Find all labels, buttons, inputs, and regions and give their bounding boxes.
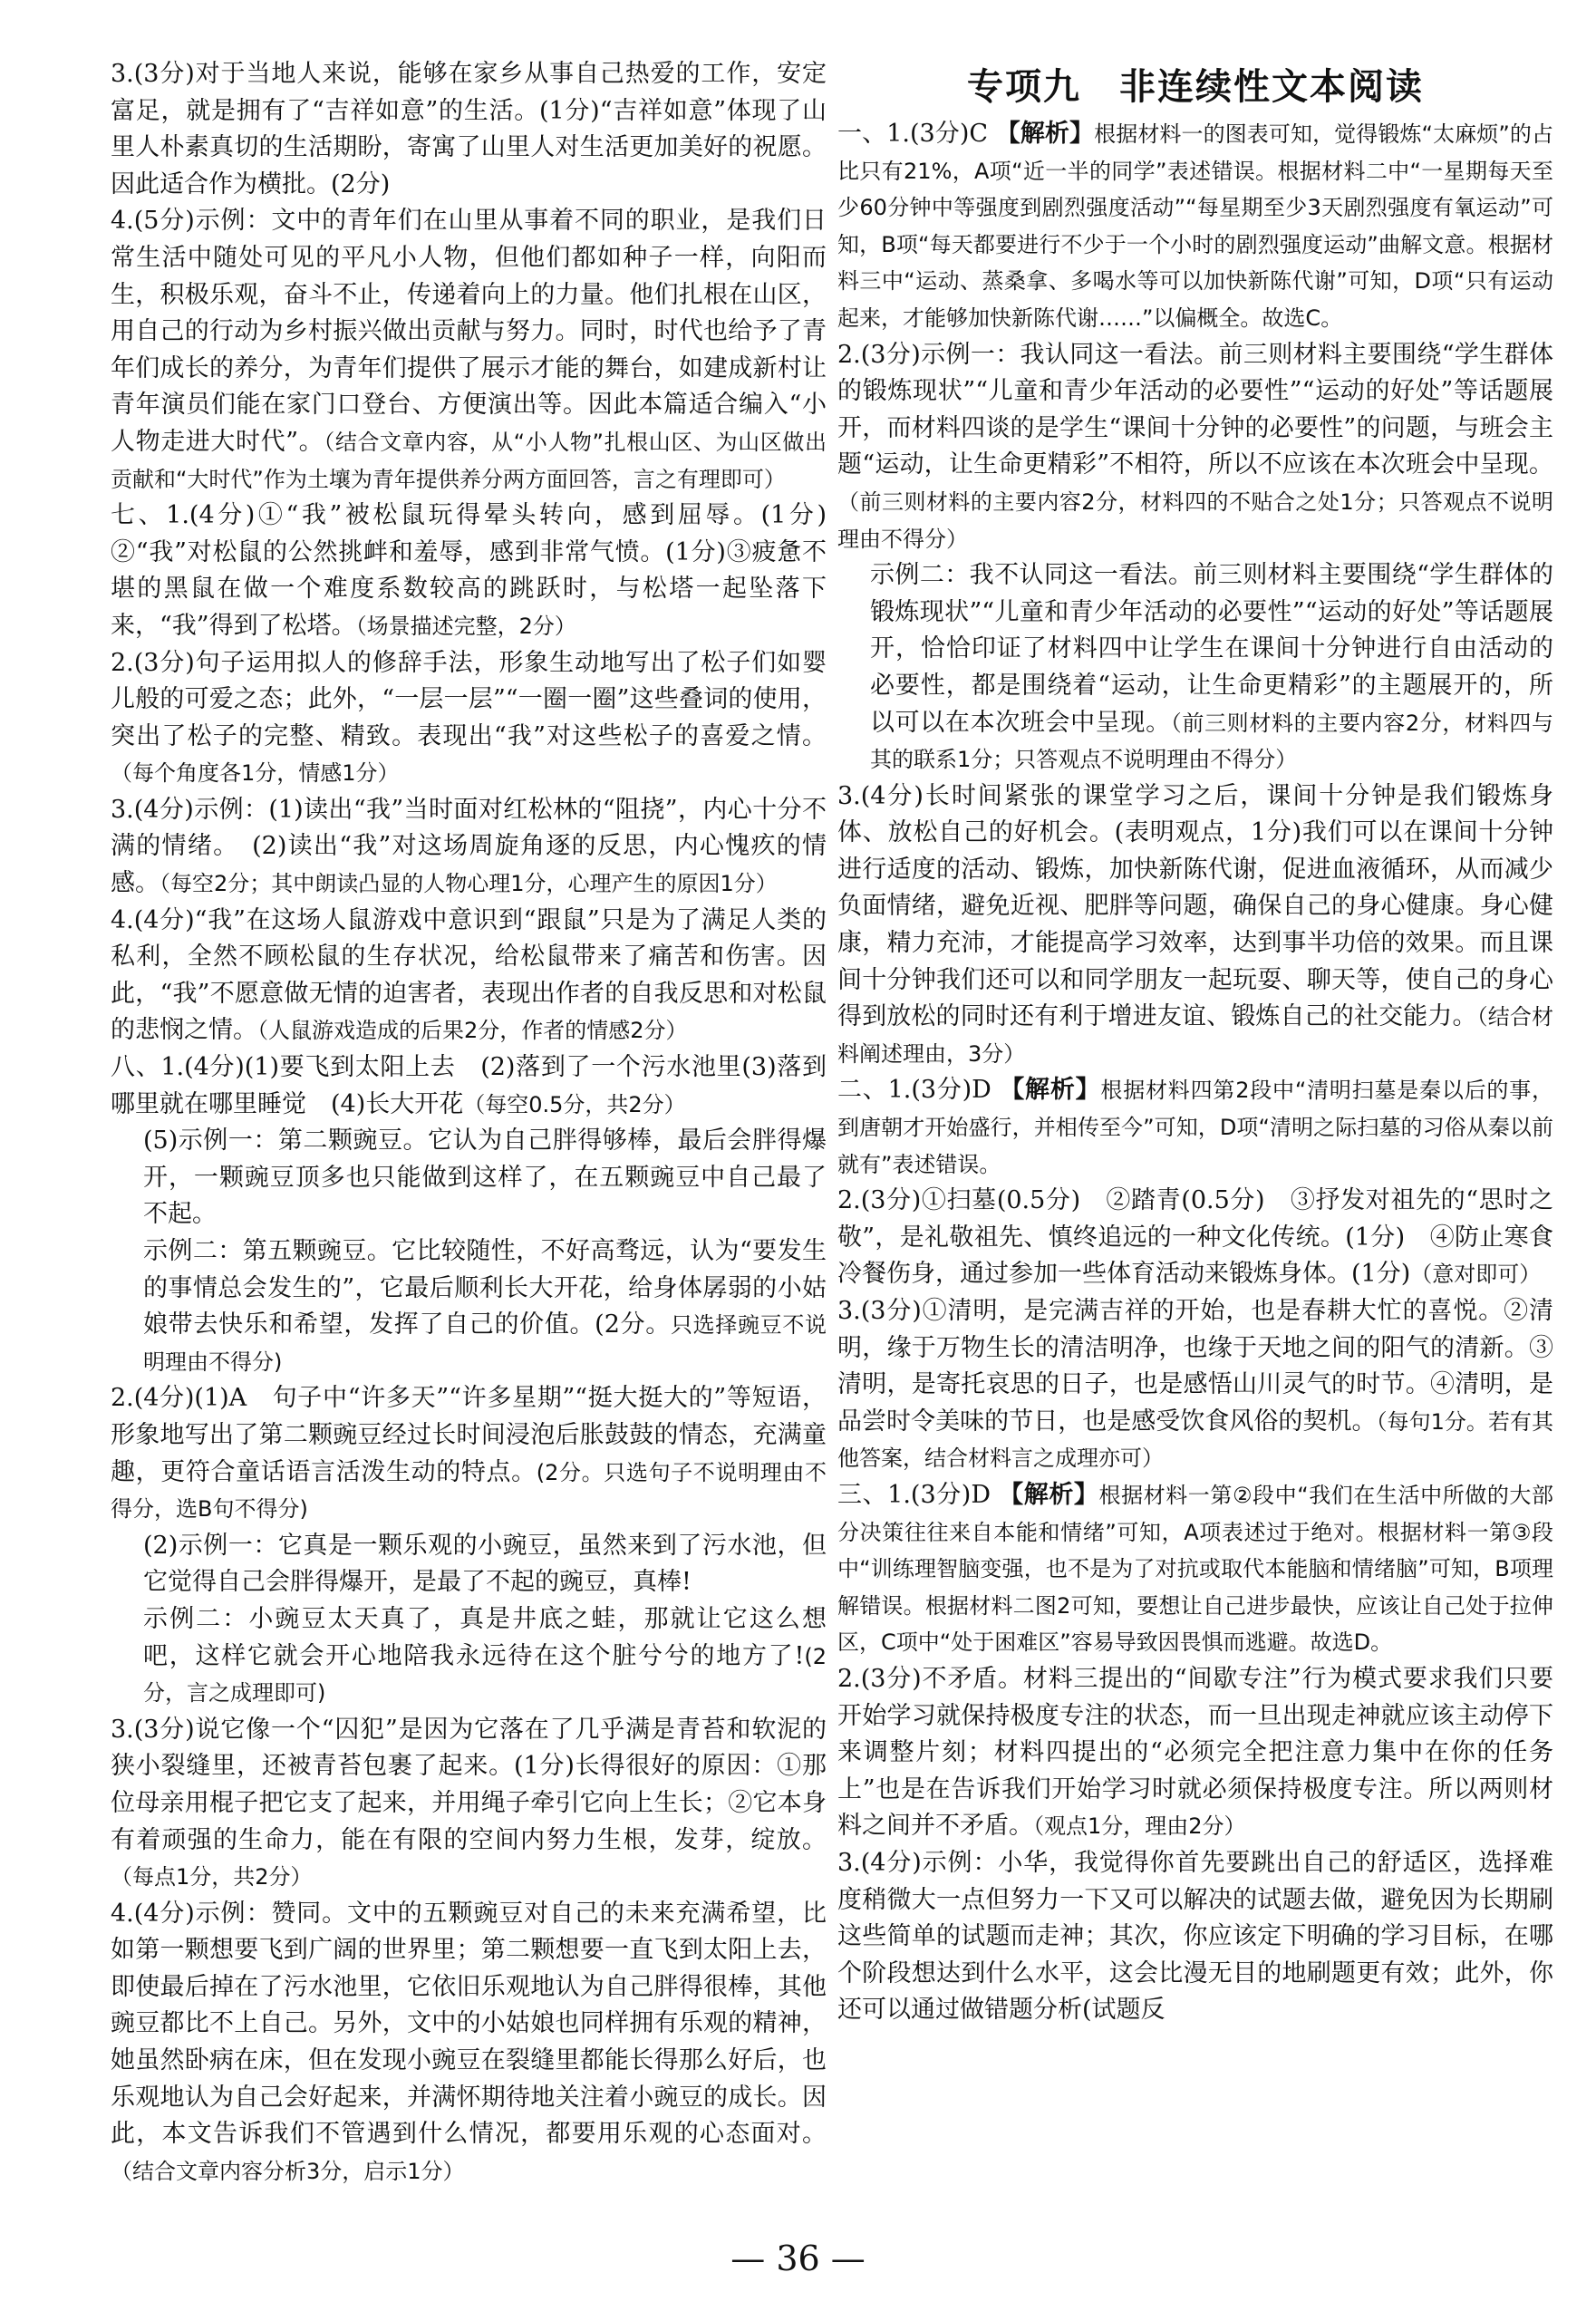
answer-text: 示例二：第五颗豌豆。它比较随性，不好高骛远，认为“要发生的事情总会发生的”，它最后顺利长大开花，给身体孱弱的小姑娘带去快乐和希望，发挥了自己的价值。(2分。 (143, 1237, 827, 1339)
answer-paragraph (837, 1293, 1553, 1477)
scoring-note: 只选择豌豆不说明理由不得分) (143, 1312, 827, 1375)
answer-text: 2.(3分)①扫墓(0.5分) ②踏青(0.5分) ③抒发对祖先的“思时之敬”，是礼敬祖先、慎终追远的一种文化传统。(1分) ④防止寒食冷餐伤身，通过参加一些体育活动来锻炼身体。(1分) (837, 1186, 1553, 1289)
analysis-tag: 【解析】 (995, 120, 1095, 148)
answer-text: 八、1.(4分)(1)要飞到太阳上去 (2)落到了一个污水池里(3)落到哪里就在哪里睡觉 (4)长大开花 (111, 1053, 827, 1118)
scoring-note: （每句1分。若有其他答案，结合材料言之成理亦可） (837, 1408, 1553, 1472)
answer-text: 2.(3分)不矛盾。材料三提出的“间歇专注”行为模式要求我们只要开始学习就保持极度专注的状态，而一旦出现走神就应该主动停下来调整片刻；材料四提出的“必须完全把注意力集中在你的任务上”也是在告诉我们开始学习时就必须保持极度专注。所以两则材料之间并不矛盾。 (837, 1664, 1553, 1841)
answer-text: 3.(3分)对于当地人来说，能够在家乡从事自己热爱的工作，安定富足，就是拥有了“吉祥如意”的生活。(1分)“吉祥如意”体现了山里人朴素真切的生活期盼，寄寓了山里人对生活更加美好的祝愿。因此适合作为横批。(2分) (111, 60, 827, 198)
answer-paragraph (111, 792, 827, 903)
scoring-note: （每个角度各1分，情感1分） (111, 760, 400, 787)
scoring-note: 根据材料一的图表可知，觉得锻炼“太麻烦”的占比只有21%，A项“近一半的同学”表述错误。根据材料二中“一星期每天至少60分钟中等强度到剧烈强度活动”“每星期至少3天剧烈强度有氧运动”可知，B项“每天都要进行不少于一个小时的剧烈强度运动”曲解文意。根据材料三中“运动、蒸桑拿、多喝水等可以加快新陈代谢”可知，D项“只有运动起来，才能够加快新陈代谢……”以偏概全。故选C。 (837, 121, 1553, 331)
scoring-note: （场景描述完整，2分） (355, 613, 576, 639)
answer-text: (2)示例一：它真是一颗乐观的小豌豆，虽然来到了污水池，但它觉得自己会胖得爆开，是最了不起的豌豆，真棒! (143, 1531, 827, 1597)
answer-text: 3.(4分)长时间紧张的课堂学习之后，课间十分钟是我们锻炼身体、放松自己的好机会。(表明观点，1分)我们可以在课间十分钟进行适度的活动、锻炼，加快新陈代谢，促进血液循环，从而减少负面情绪，避免近视、肥胖等问题，确保自己的身心健康。身心健康，精力充沛，才能提高学习效率，达到事半功倍的效果。而且课间十分钟我们还可以和同学朋友一起玩耍、聊天等，使自己的身心得到放松的同时还有利于增进友谊、锻炼自己的社交能力。 (837, 781, 1553, 1031)
answer-paragraph (837, 1845, 1553, 2029)
answer-text: 示例二：我不认同这一看法。前三则材料主要围绕“学生群体的锻炼现状”“儿童和青少年活动的必要性”“运动的好处”等话题展开，恰恰印证了材料四中让学生在课间十分钟进行自由活动的必要性，都是围绕着“运动，让生命更精彩”的主题展开的，所以可以在本次班会中呈现。 (870, 561, 1553, 737)
answer-paragraph (111, 1712, 827, 1896)
answer-paragraph (837, 1183, 1553, 1293)
answer-text: 示例二：小豌豆太天真了，真是井底之蛙，那就让它这么想吧，这样它就会开心地陪我永远待在这个脏兮兮的地方了! (143, 1604, 827, 1670)
analysis-tag: 【解析】 (999, 1480, 1099, 1509)
answer-text: 4.(4分)示例：赞同。文中的五颗豌豆对自己的未来充满希望，比如第一颗想要飞到广阔的世界里；第二颗想要一直飞到太阳上去，即使最后掉在了污水池里，它依旧乐观地认为自己胖得很棒，其他豌豆都比不上自己。另外，文中的小姑娘也同样拥有乐观的精神，她虽然卧病在床，但在发现小豌豆在裂缝里都能长得那么好后，也乐观地认为自己会好起来，并满怀期待地关注着小豌豆的成长。因此，本文告诉我们不管遇到什么情况，都要用乐观的心态面对。 (111, 1899, 827, 2149)
scoring-note: (2分。只选句子不说明理由不得分，选B句不得分) (111, 1459, 827, 1523)
answer-text: 4.(5分)示例：文中的青年们在山里从事着不同的职业，是我们日常生活中随处可见的平凡小人物，但他们都如种子一样，向阳而生，积极乐观，奋斗不止，传递着向上的力量。他们扎根在山区，用自己的行动为乡村振兴做出贡献与努力。同时，时代也给予了青年们成长的养分，为青年们提供了展示才能的舞台，如建成新村让青年演员们能在家门口登台、方便演出等。因此本篇适合编入“小人物走进大时代”。 (111, 207, 827, 456)
answer-text: 3.(3分)说它像一个“囚犯”是因为它落在了几乎满是青苔和软泥的狭小裂缝里，还被青苔包裹了起来。(1分)长得很好的原因：①那位母亲用棍子把它支了起来，并用绳子牵引它向上生长；②它本身有着顽强的生命力，能在有限的空间内努力生根，发芽，绽放。 (111, 1715, 827, 1854)
scoring-note: （结合材料阐述理由，3分） (837, 1004, 1554, 1067)
answer-text: 二、1.(3分)D (837, 1076, 991, 1105)
left-column (111, 56, 827, 2190)
answer-text: 3.(4分)示例：小华，我觉得你首先要跳出自己的舒适区，选择难度稍微大一点但努力一下又可以解决的试题去做，避免因为长期刷这些简单的试题而走神；其次，你应该定下明确的学习目标，在哪个阶段想达到什么水平，这会比漫无目的地刷题更有效；此外，你还可以通过做错题分析(试题反 (837, 1848, 1553, 2025)
answer-paragraph (111, 203, 827, 498)
answer-paragraph (111, 56, 827, 203)
right-column-body (837, 116, 1553, 2029)
answer-paragraph (111, 1380, 827, 1527)
scoring-note: （观点1分，理由2分） (1033, 1813, 1246, 1840)
answer-paragraph (837, 116, 1553, 337)
scoring-note: （每点1分，共2分） (111, 1864, 313, 1890)
answer-text: (5)示例一：第二颗豌豆。它认为自己胖得够棒，最后会胖得爆开，一颗豌豆顶多也只能做到这样了，在五颗豌豆中自己最了不起。 (143, 1126, 827, 1229)
scoring-note: （前三则材料的主要内容2分，材料四与其的联系1分；只答观点不说明理由不得分） (870, 710, 1553, 773)
answer-paragraph (111, 645, 827, 792)
right-column (837, 56, 1553, 2029)
scoring-note: （结合文章内容，从“小人物”扎根山区、为山区做出贡献和“大时代”作为土壤为青年提供养分两方面回答，言之有理即可） (111, 429, 827, 492)
answer-text: 3.(3分)①清明，是完满吉祥的开始，也是春耕大忙的喜悦。②清明，缘于万物生长的清洁明净，也缘于天地之间的阳气的清新。③清明，是寄托哀思的日子，也是感悟山川灵气的时节。④清明，是品尝时令美味的节日，也是感受饮食风俗的契机。 (837, 1297, 1553, 1436)
scoring-note: （每空2分；其中朗读凸显的人物心理1分，心理产生的原因1分） (160, 871, 778, 897)
answer-paragraph (837, 337, 1553, 558)
scoring-note: （意对即可） (1410, 1262, 1542, 1288)
answer-text: 三、1.(3分)D (837, 1480, 991, 1509)
answer-paragraph (837, 1661, 1553, 1845)
section-title: 专项九 非连续性文本阅读 (967, 66, 1424, 108)
answer-paragraph (111, 1601, 827, 1712)
answer-text: 一、1.(3分)C (837, 120, 989, 148)
answer-paragraph (837, 1072, 1553, 1183)
answer-text: 4.(4分)“我”在这场人鼠游戏中意识到“跟鼠”只是为了满足人类的私利，全然不顾松鼠的生存状况，给松鼠带来了痛苦和伤害。因此，“我”不愿意做无情的迫害者，表现出作者的自我反思和对松鼠的悲悯之情。 (111, 905, 827, 1045)
answer-text: 七、1.(4分)①“我”被松鼠玩得晕头转向，感到屈辱。(1分)②“我”对松鼠的公然挑衅和羞辱，感到非常气愤。(1分)③疲惫不堪的黑鼠在做一个难度系数较高的跳跃时，与松塔一起坠落下来，“我”得到了松塔。 (111, 501, 827, 640)
answer-paragraph (837, 1477, 1553, 1661)
answer-paragraph (111, 1123, 827, 1233)
scoring-note: （前三则材料的主要内容2分，材料四的不贴合之处1分；只答观点不说明理由不得分） (837, 488, 1553, 552)
page-number: — 36 — (730, 2238, 866, 2278)
answer-text: 2.(4分)(1)A 句子中“许多天”“许多星期”“挺大挺大的”等短语，形象地写出了第二颗豌豆经过长时间浸泡后胀鼓鼓的情态，充满童趣，更符合童话语言活泼生动的特点。 (111, 1384, 827, 1486)
scoring-note: （结合文章内容分析3分，启示1分） (111, 2158, 465, 2184)
answer-text: 3.(4分)示例：(1)读出“我”当时面对红松林的“阻挠”，内心十分不满的情绪。 (2)读出“我”对这场周旋角逐的反思，内心愧疚的情感。 (111, 795, 827, 898)
answer-text: 2.(3分)句子运用拟人的修辞手法，形象生动地写出了松子们如婴儿般的可爱之态；此外，“一层一层”“一圈一圈”这些叠词的使用，突出了松子的完整、精致。表现出“我”对这些松子的喜爱之情。 (111, 648, 827, 750)
answer-paragraph (111, 1528, 827, 1601)
answer-paragraph (111, 1049, 827, 1123)
answer-paragraph (111, 903, 827, 1049)
scoring-note: 根据材料一第②段中“我们在生活中所做的大部分决策往往来自本能和情绪”可知，A项表述过于绝对。根据材料一第③段中“训练理智脑变强，也不是为了对抗或取代本能脑和情绪脑”可知，B项理解错误。根据材料二图2可知，要想让自己进步最快，应该让自己处于拉伸区，C项中“处于困难区”容易导致因畏惧而逃避。故选D。 (837, 1482, 1554, 1656)
scoring-note: （人鼠游戏造成的后果2分，作者的情感2分） (257, 1018, 688, 1044)
scoring-note: 根据材料四第2段中“清明扫墓是秦以后的事，到唐朝才开始盛行，并相传至今”可知，D项“清明之际扫墓的习俗从秦以前就有”表述错误。 (837, 1078, 1554, 1177)
answer-paragraph (837, 557, 1553, 778)
answer-paragraph (837, 778, 1553, 1073)
answer-paragraph (111, 1896, 827, 2190)
analysis-tag: 【解析】 (1000, 1076, 1101, 1105)
scoring-note: (2分，言之成理即可) (143, 1643, 827, 1707)
answer-text: 2.(3分)示例一：我认同这一看法。前三则材料主要围绕“学生群体的锻炼现状”“儿童和青少年活动的必要性”“运动的好处”等话题展开，而材料四谈的是学生“课间十分钟的必要性”的问题，与班会主题“运动，让生命更精彩”不相符，所以不应该在本次班会中呈现。 (837, 340, 1553, 479)
scoring-note: （每空0.5分，共2分） (463, 1091, 686, 1117)
answer-paragraph (111, 1233, 827, 1380)
answer-paragraph (111, 498, 827, 644)
